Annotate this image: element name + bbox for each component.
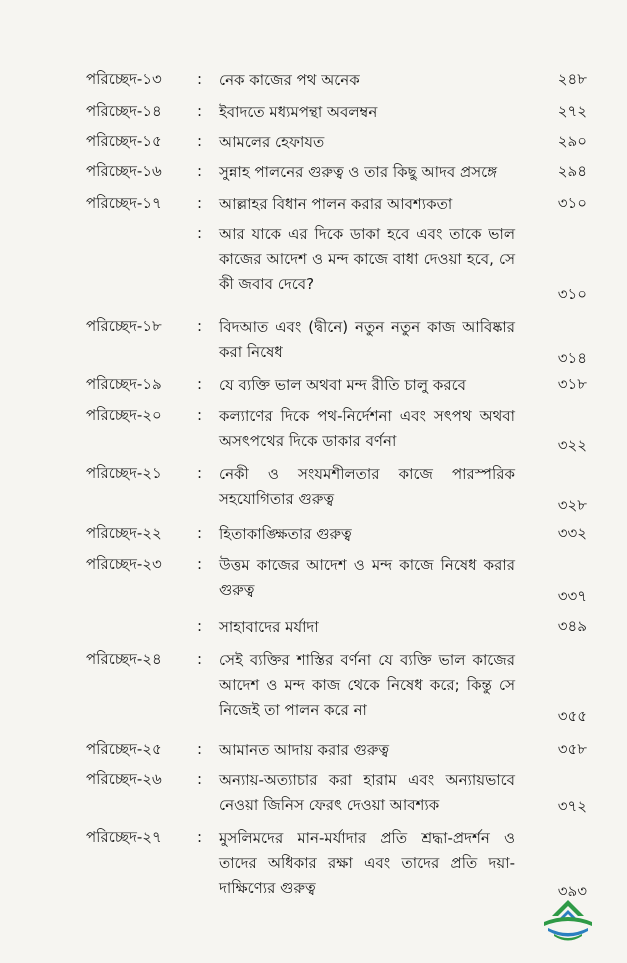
entry-title: যে ব্যক্তি ভাল অথবা মন্দ রীতি চালু করবে: [219, 376, 466, 394]
entry-title: আর যাকে এর দিকে ডাকা হবে এবং তাকে ভাল কাজের আদেশ ও মন্দ কাজে বাধা দেওয়া হবে, সে কী জবাব দেবে?: [219, 225, 515, 293]
separator-colon: :: [197, 617, 203, 635]
separator-colon: :: [197, 102, 203, 120]
separator-colon: :: [197, 770, 203, 788]
entry-title: আল্লাহর বিধান পালন করার আবশ্যকতা: [219, 195, 453, 213]
page-number: ৩২৮: [557, 496, 587, 514]
separator-colon: :: [197, 828, 203, 846]
entry-title: নেকী ও সংযমশীলতার কাজে পারস্পরিক সহযোগিতার গুরুত্ব: [219, 465, 515, 508]
separator-colon: :: [197, 317, 203, 335]
separator-colon: :: [197, 375, 203, 393]
page-number: ৩১০: [557, 194, 587, 212]
chapter-label: পরিচ্ছেদ-১৩: [86, 70, 162, 88]
entry-title: সেই ব্যক্তির শাস্তির বর্ণনা যে ব্যক্তি ভাল কাজের আদেশ ও মন্দ কাজ থেকে নিষেধ করে; কিন্তু সে নিজেই তা পালন করে না: [219, 651, 515, 719]
page-number: ৩৭২: [557, 797, 587, 815]
entry-title: বিদআত এবং (দ্বীনে) নতুন নতুন কাজ আবিষ্কার করা নিষেধ: [219, 318, 515, 361]
page-number: ৩৩২: [557, 524, 587, 542]
chapter-label: পরিচ্ছেদ-১৮: [86, 317, 162, 335]
separator-colon: :: [197, 194, 203, 212]
publisher-logo-icon: [538, 896, 598, 946]
entry-title: হিতাকাঙ্ক্ষিতার গুরুত্ব: [219, 525, 352, 543]
separator-colon: :: [197, 555, 203, 573]
chapter-label: পরিচ্ছেদ-২২: [86, 524, 162, 542]
entry-title: কল্যাণের দিকে পথ-নির্দেশনা এবং সৎপথ অথবা অসৎপথের দিকে ডাকার বর্ণনা: [219, 407, 515, 450]
entry-title: ইবাদতে মধ্যমপন্থা অবলম্বন: [219, 103, 378, 121]
separator-colon: :: [197, 524, 203, 542]
page-number: ৩১৪: [557, 349, 587, 367]
chapter-label: পরিচ্ছেদ-২৪: [86, 650, 162, 668]
page-number: ৩৯৩: [557, 882, 587, 900]
separator-colon: :: [197, 464, 203, 482]
chapter-label: পরিচ্ছেদ-১৬: [86, 162, 162, 180]
separator-colon: :: [197, 406, 203, 424]
chapter-label: পরিচ্ছেদ-১৭: [86, 194, 162, 212]
page-number: ৩৫৮: [557, 740, 587, 758]
entry-title: সাহাবাদের মর্যাদা: [219, 618, 319, 636]
entry-title: মুসলিমদের মান-মর্যাদার প্রতি শ্রদ্ধা-প্রদর্শন ও তাদের অধিকার রক্ষা এবং তাদের প্রতি দয়া-দাক্ষিণ্যের গুরুত্ব: [219, 829, 515, 897]
separator-colon: :: [197, 70, 203, 88]
chapter-label: পরিচ্ছেদ-২৫: [86, 740, 162, 758]
separator-colon: :: [197, 132, 203, 150]
entry-title: সুন্নাহ পালনের গুরুত্ব ও তার কিছু আদব প্রসঙ্গে: [219, 163, 498, 181]
page-number: ২৯০: [557, 132, 587, 150]
page-number: ৩৩৭: [557, 587, 587, 605]
chapter-label: পরিচ্ছেদ-১৫: [86, 132, 162, 150]
page-number: ২৭২: [557, 102, 587, 120]
entry-title: অন্যায়-অত্যাচার করা হারাম এবং অন্যায়ভাবে নেওয়া জিনিস ফেরৎ দেওয়া আবশ্যক: [219, 771, 515, 814]
page-number: ৩৫৫: [557, 707, 587, 725]
chapter-label: পরিচ্ছেদ-২১: [86, 464, 162, 482]
page-number: ৩৪৯: [557, 617, 587, 635]
page-number: ২৪৮: [557, 70, 587, 88]
chapter-label: পরিচ্ছেদ-২৭: [86, 828, 162, 846]
chapter-label: পরিচ্ছেদ-২০: [86, 406, 162, 424]
page-number: ৩১০: [557, 285, 587, 303]
page-number: ২৯৪: [557, 162, 587, 180]
page-number: ৩১৮: [557, 375, 587, 393]
entry-title: আমলের হেফাযত: [219, 133, 325, 151]
separator-colon: :: [197, 740, 203, 758]
separator-colon: :: [197, 650, 203, 668]
chapter-label: পরিচ্ছেদ-১৪: [86, 102, 162, 120]
separator-colon: :: [197, 224, 203, 242]
separator-colon: :: [197, 162, 203, 180]
entry-title: উত্তম কাজের আদেশ ও মন্দ কাজে নিষেধ করার গুরুত্ব: [219, 556, 515, 599]
entry-title: নেক কাজের পথ অনেক: [219, 71, 360, 89]
entry-title: আমানত আদায় করার গুরুত্ব: [219, 741, 390, 759]
chapter-label: পরিচ্ছেদ-১৯: [86, 375, 162, 393]
chapter-label: পরিচ্ছেদ-২৩: [86, 555, 162, 573]
page-number: ৩২২: [557, 436, 587, 454]
chapter-label: পরিচ্ছেদ-২৬: [86, 770, 162, 788]
